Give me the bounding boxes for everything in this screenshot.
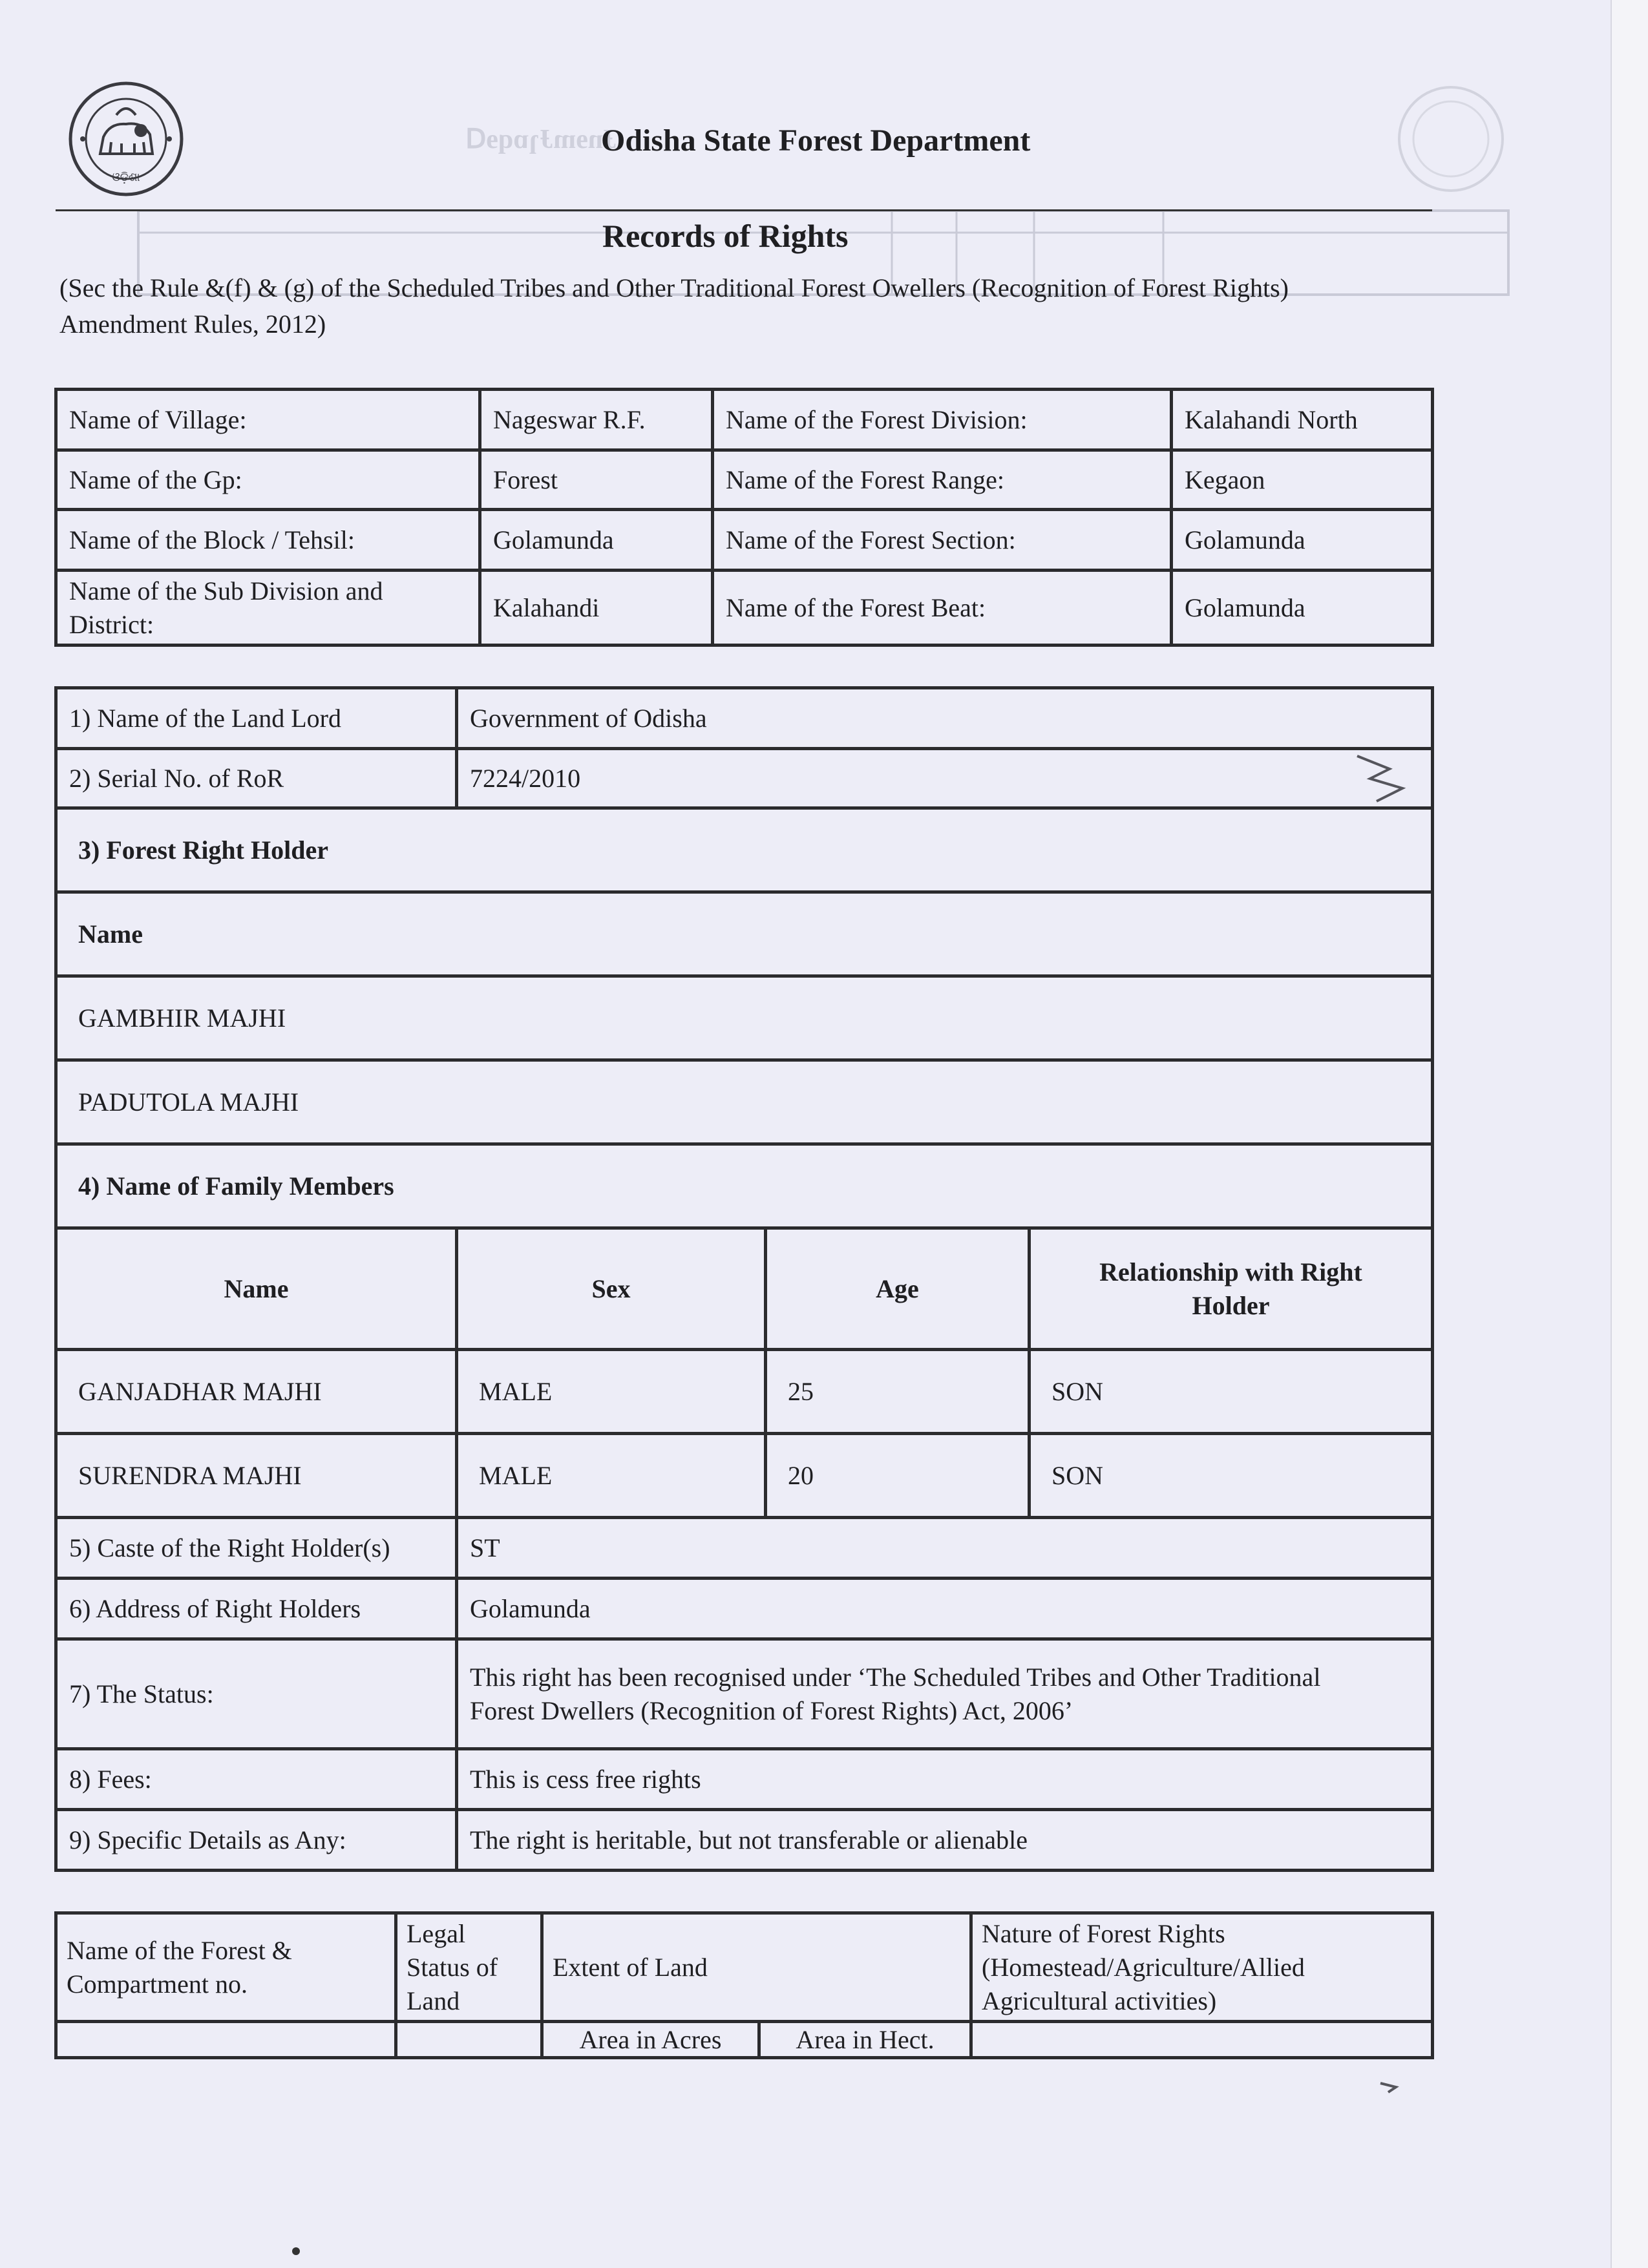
- fees-value: This is cess free rights: [457, 1749, 1433, 1810]
- scan-speck: [292, 2247, 300, 2255]
- family-member-age: 25: [766, 1350, 1030, 1434]
- family-member-name: GANJADHAR MAJHI: [56, 1350, 457, 1434]
- land-col-legal-status: Legal Status of Land: [396, 1913, 542, 2022]
- header-divider: [56, 209, 1432, 211]
- fees-label: 8) Fees:: [56, 1749, 457, 1810]
- bleed-through-emblem: [1389, 78, 1512, 200]
- status-label: 7) The Status:: [56, 1639, 457, 1749]
- family-member-name: SURENDRA MAJHI: [56, 1434, 457, 1518]
- location-table: [54, 388, 1434, 647]
- family-row: [56, 1350, 1433, 1434]
- family-member-relationship: SON: [1030, 1434, 1433, 1518]
- status-line-2: Forest Dwellers (Recognition of Forest Rights) Act, 2006’: [470, 1696, 1073, 1725]
- holder-name-1: GAMBHIR MAJHI: [56, 976, 1433, 1060]
- holder-name-heading: Name: [56, 892, 1433, 976]
- address-label: 6) Address of Right Holders: [56, 1579, 457, 1639]
- family-member-sex: MALE: [457, 1350, 766, 1434]
- land-cell-empty: [56, 2022, 396, 2058]
- land-cell-empty: [396, 2022, 542, 2058]
- land-lord-label: 1) Name of the Land Lord: [56, 688, 457, 749]
- forest-section-label: Name of the Forest Section:: [713, 510, 1172, 571]
- land-cell-empty: [971, 2022, 1433, 2058]
- family-member-relationship: SON: [1030, 1350, 1433, 1434]
- scan-speck: [1351, 743, 1435, 814]
- gp-value: Forest: [480, 450, 713, 510]
- family-member-age: 20: [766, 1434, 1030, 1518]
- forest-division-label: Name of the Forest Division:: [713, 390, 1172, 450]
- block-value: Golamunda: [480, 510, 713, 571]
- village-label: Name of Village:: [56, 390, 480, 450]
- family-member-sex: MALE: [457, 1434, 766, 1518]
- odisha-emblem-icon: [65, 78, 187, 200]
- family-col-age: Age: [766, 1228, 1030, 1350]
- village-value: Nageswar R.F.: [480, 390, 713, 450]
- scan-speck: [1377, 2074, 1415, 2100]
- land-lord-value: Government of Odisha: [457, 688, 1433, 749]
- details-value: The right is heritable, but not transferable or alienable: [457, 1810, 1433, 1871]
- family-col-relationship: Relationship with Right Holder: [1030, 1228, 1433, 1350]
- forest-division-value: Kalahandi North: [1172, 390, 1433, 450]
- address-value: Golamunda: [457, 1579, 1433, 1639]
- forest-beat-label: Name of the Forest Beat:: [713, 571, 1172, 646]
- subdivision-label: Name of the Sub Division and District:: [56, 571, 480, 646]
- forest-range-label: Name of the Forest Range:: [713, 450, 1172, 510]
- rule-reference: (Sec the Rule &(f) & (g) of the Scheduled Tribes and Other Traditional Forest Owellers (Recognition of Forest Rights) Amendment Rules, 2012): [59, 273, 1289, 339]
- land-col-area-acres: Area in Acres: [542, 2022, 759, 2058]
- block-label: Name of the Block / Tehsil:: [56, 510, 480, 571]
- details-label: 9) Specific Details as Any:: [56, 1810, 457, 1871]
- family-row: [56, 1434, 1433, 1518]
- subdivision-value: Kalahandi: [480, 571, 713, 646]
- scan-edge: [1611, 0, 1648, 2268]
- family-col-sex: Sex: [457, 1228, 766, 1350]
- status-value: [457, 1639, 1433, 1749]
- caste-value: ST: [457, 1518, 1433, 1579]
- ror-table: [54, 686, 1434, 1872]
- serial-value: 7224/2010: [457, 749, 1433, 808]
- svg-text:ଓଡ଼ିଶା: ଓଡ଼ିଶା: [112, 171, 140, 184]
- family-col-name: Name: [56, 1228, 457, 1350]
- records-title: Records of Rights: [602, 218, 849, 254]
- department-title: Odisha State Forest Department: [601, 123, 1031, 158]
- holder-name-2: PADUTOLA MAJHI: [56, 1060, 1433, 1144]
- land-col-forest: Name of the Forest & Compartment no.: [56, 1913, 396, 2022]
- land-col-area-hect: Area in Hect.: [759, 2022, 971, 2058]
- land-col-extent: Extent of Land: [542, 1913, 971, 2022]
- serial-label: 2) Serial No. of RoR: [56, 749, 457, 808]
- forest-section-value: Golamunda: [1172, 510, 1433, 571]
- land-table: [54, 1911, 1434, 2059]
- bleed-through-mark: ɈnɘmɈɿɒqɘᗡ: [465, 125, 617, 154]
- forest-beat-value: Golamunda: [1172, 571, 1433, 646]
- status-line-1: This right has been recognised under ‘The Scheduled Tribes and Other Traditional: [470, 1662, 1321, 1692]
- holder-heading: 3) Forest Right Holder: [56, 808, 1433, 892]
- forest-range-value: Kegaon: [1172, 450, 1433, 510]
- gp-label: Name of the Gp:: [56, 450, 480, 510]
- land-col-nature: Nature of Forest Rights (Homestead/Agriculture/Allied Agricultural activities): [971, 1913, 1433, 2022]
- caste-label: 5) Caste of the Right Holder(s): [56, 1518, 457, 1579]
- family-heading: 4) Name of Family Members: [56, 1144, 1433, 1228]
